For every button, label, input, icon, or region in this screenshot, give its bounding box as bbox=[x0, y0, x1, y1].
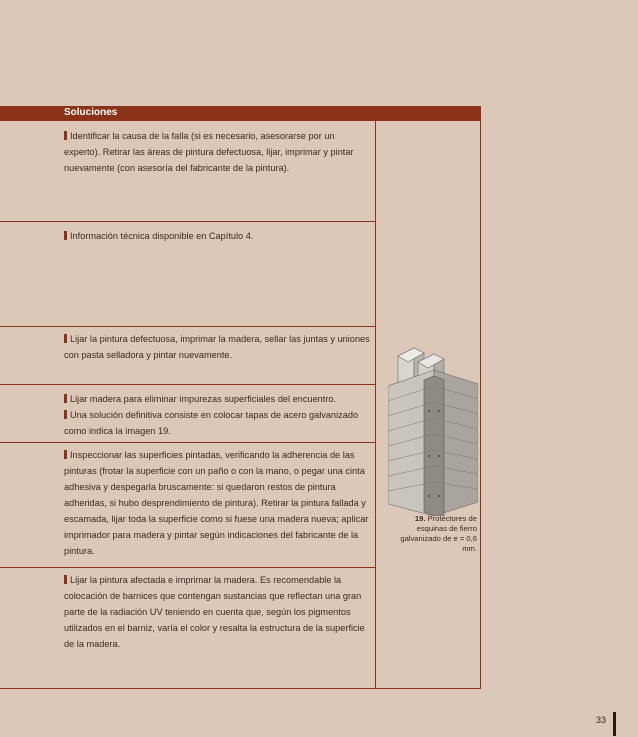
row-divider bbox=[0, 326, 376, 327]
column-divider bbox=[375, 120, 376, 689]
row-divider bbox=[0, 384, 376, 385]
solution-text: Información técnica disponible en Capítulo 4. bbox=[70, 231, 254, 241]
bullet-bar bbox=[64, 394, 67, 403]
bullet-bar bbox=[64, 575, 67, 584]
solution-paragraph bbox=[64, 128, 370, 176]
solution-cell bbox=[64, 572, 370, 652]
bullet-bar bbox=[64, 131, 67, 140]
solution-paragraph bbox=[64, 572, 370, 652]
row-divider bbox=[0, 442, 376, 443]
bullet-bar bbox=[64, 334, 67, 343]
solution-cell bbox=[64, 391, 370, 439]
solution-text: Una solución definitiva consiste en colocar tapas de acero galvanizado como indica la imagen 19. bbox=[64, 410, 359, 436]
section-title: Soluciones bbox=[64, 107, 118, 118]
bullet-bar bbox=[64, 450, 67, 459]
solution-text: Lijar madera para eliminar impurezas superficiales del encuentro. bbox=[70, 394, 337, 404]
solution-paragraph bbox=[64, 331, 370, 363]
solution-text: Lijar la pintura afectada e imprimar la madera. Es recomendable la colocación de barnices que contengan sustancias que reflectan una gran parte de la radiación UV teniendo en cuenta que, según los pigmentos utilizados en el barniz, varía el color y resalta la estructura de la superficie de la madera. bbox=[64, 575, 365, 649]
figure-caption bbox=[393, 514, 477, 554]
solution-cell bbox=[64, 128, 370, 176]
bullet-bar bbox=[64, 410, 67, 419]
table-right-border bbox=[480, 120, 481, 689]
solution-cell bbox=[64, 447, 370, 559]
solution-paragraph bbox=[64, 407, 370, 439]
page-number: 33 bbox=[596, 715, 607, 725]
solution-text: Identificar la causa de la falla (si es necesario, asesorarse por un experto). Retirar las áreas de pintura defectuosa, lijar, imprimar y pintar nuevamente (con asesoría del fabricante de la pintura). bbox=[64, 131, 354, 173]
table-top-border bbox=[0, 120, 481, 121]
solution-paragraph bbox=[64, 447, 370, 559]
figure-caption-text: Protectores de esquinas de fierro galvanizado de e = 0,6 mm. bbox=[400, 514, 477, 553]
solution-text: Lijar la pintura defectuosa, imprimar la madera, sellar las juntas y uniones con pasta selladora y pintar nuevamente. bbox=[64, 334, 370, 360]
table-bottom-border bbox=[0, 688, 481, 689]
figure-number: 19. bbox=[414, 514, 426, 523]
solution-cell bbox=[64, 228, 370, 244]
page-number-bar bbox=[613, 712, 616, 736]
solution-text: Inspeccionar las superficies pintadas, verificando la adherencia de las pinturas (frotar la superficie con un paño o con la mano, o pegar una cinta adhesiva y despegarla bruscamente: si quedaron restos de pintura adheridas, si hubo desprendimiento de pintura). Retirar la pintura fallada y escamada, lijar toda la superficie como si fuese una madera nueva; aplicar imprimador para madera y pintar según indicaciones del fabricante de la pintura. bbox=[64, 450, 369, 556]
row-divider bbox=[0, 567, 376, 568]
solution-cell bbox=[64, 331, 370, 363]
row-divider bbox=[0, 221, 376, 222]
bullet-bar bbox=[64, 231, 67, 240]
solution-paragraph bbox=[64, 391, 370, 407]
corner-protector-illustration bbox=[388, 326, 478, 516]
solution-paragraph bbox=[64, 228, 370, 244]
